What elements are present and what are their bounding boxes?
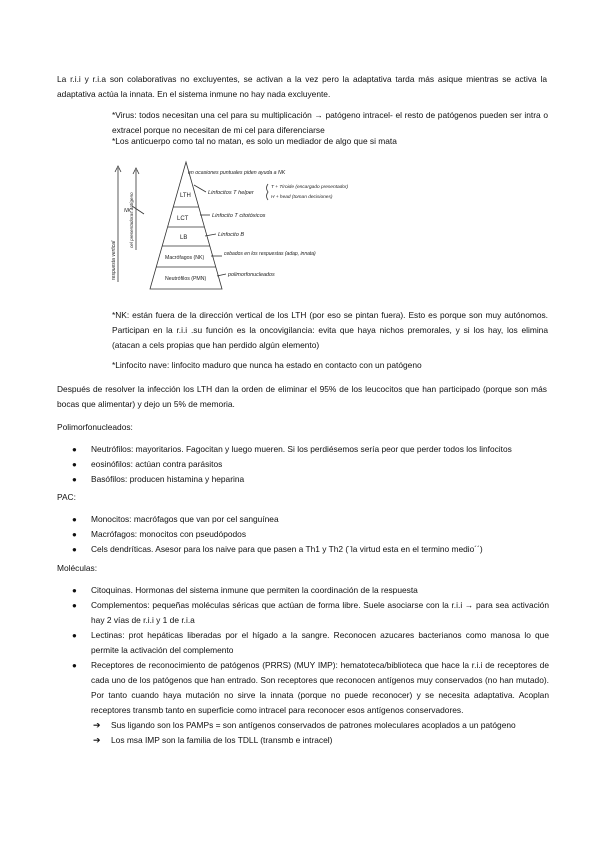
label-th-brace2: H + head (toman decisiones) — [271, 195, 333, 200]
list-item: ● Macrófagos: monocitos con pseudópodos — [72, 529, 247, 539]
vertical-inner-label: cel presentadoras antígeno — [129, 192, 134, 248]
list-item: ● Receptores de reconocimiento de patógenos (PRRS) (MUY IMP): hematoteca/biblioteca que hace la r.i.i de receptores de cada uno de los patógenos que han entrado. Son receptores que reconocen antígenos muy conservados (no han mutado). Por tanto cuando haya mutación no sirve la innata (porque no puede reconocer) y se necesita adaptativa. Acoplan receptores transmb tanto en superficie como intracel para reconocer esos antígenos conservadores. ➔ Sus ligando son los PAMPs = son antígenos conservados de patrones moleculares acoplados a un patógeno ➔ Los msa IMP son la familia de los TDLL (transmb e intracel) — [57, 658, 549, 748]
sub-list-item: ➔ Sus ligando son los PAMPs = son antígenos conservados de patrones moleculares acoplados a un patógeno — [91, 718, 549, 733]
intro-paragraph: La r.i.i y r.i.a son colaborativas no excluyentes, se activan a la vez pero la adaptativa tarda más asique mientras se activa la adaptativa actúa la innata. En el sistema inmune no hay nada excluyente. — [57, 74, 547, 99]
nk-note: *NK: están fuera de la dirección vertical de los LTH (por eso se pintan fuera). Esto es porque son muy autónomos. Participan en la r.i.i .su función es la oncovigilancia: evita que haya nichos premorales, y si los hay, los elimina (atacan a cels propias que han perdido algún elemento) — [112, 310, 548, 350]
label-macro: cebados en los respuestas (adap, innata) — [224, 251, 316, 257]
arrow-right-icon: ➔ — [93, 735, 101, 745]
list-item: ● Citoquinas. Hormonas del sistema inmune que permiten la coordinación de la respuesta — [72, 585, 418, 595]
mol-list — [57, 583, 549, 748]
poly-heading: Polimorfonucleados: — [57, 422, 133, 432]
sub-list-item: ➔ Los msa IMP son la familia de los TDLL (transmb e intracel) — [91, 733, 549, 748]
pac-heading: PAC: — [57, 492, 76, 502]
label-th-brace1: T + Tiroide (encargado presentador) — [271, 185, 349, 190]
poly-list — [57, 442, 549, 487]
immune-pyramid-diagram — [110, 150, 440, 298]
label-neutro: polimorfonucleados — [228, 272, 275, 278]
level-lct: LCT — [177, 216, 189, 222]
pac-list — [57, 512, 549, 557]
arrow-right-icon: ➔ — [93, 720, 101, 730]
list-item: ● Basófilos: producen histamina y heparina — [72, 474, 245, 484]
label-top: en ocasiones puntuales piden ayuda a NK — [188, 170, 286, 176]
list-item: ● Complementos: pequeñas moléculas séricas que actúan de forma libre. Suele asociarse con la r.i.i → para sea activación hay 2 vías de r.i.i y 1 de r.i.a — [72, 600, 549, 625]
naive-note: *Linfocito nave: linfocito maduro que nunca ha estado en contacto con un patógeno — [112, 360, 422, 370]
virus-note: *Virus: todos necesitan una cel para su multiplicación → patógeno intracel- el resto de patógenos pueden ser intra o extracel porque no necesitan de mi cel para diferenciarse — [112, 110, 548, 135]
label-th: Linfocitos T helper — [208, 190, 254, 196]
list-item: ● eosinófilos: actúan contra parásitos — [72, 459, 223, 469]
list-item: ● Lectinas: prot hepáticas liberadas por el hígado a la sangre. Reconocen azucares bacterianos como manosa lo que permite la activación del complemento — [72, 630, 549, 655]
level-macro: Macrófagos (NK) — [165, 255, 205, 261]
pyramid-outline — [150, 162, 222, 289]
vertical-main-label: respuesta vertical — [111, 240, 117, 280]
level-lb: LB — [180, 235, 188, 241]
list-item: ● Monocitos: macrófagos que van por cel sanguínea — [72, 514, 279, 524]
list-item: ● Neutrófilos: mayoritarios. Fagocitan y luego mueren. Si los perdiésemos sería peor que perder todos los linfocitos — [72, 444, 512, 454]
level-neutro: Neutrófilos (PMN) — [165, 276, 207, 282]
nk-side-label: NK — [124, 208, 131, 214]
mol-sublist — [91, 718, 549, 748]
mol-heading: Moléculas: — [57, 563, 98, 573]
label-lb: Linfocito B — [218, 232, 245, 238]
antibody-note: *Los anticuerpo como tal no matan, es solo un mediador de algo que si mata — [112, 136, 397, 146]
level-lth: LTH — [180, 193, 191, 199]
label-lct: Linfocito T citotóxicos — [212, 213, 266, 219]
after-infection-paragraph: Después de resolver la infección los LTH dan la orden de eliminar el 95% de los leucocitos que han participado (porque son más bocas que alimentar) y dejo un 5% de memoria. — [57, 384, 547, 409]
list-item: ● Cels dendríticas. Asesor para los naive para que pasen a Th1 y Th2 (¨la virtud esta en el termino medio´´) — [72, 544, 483, 554]
